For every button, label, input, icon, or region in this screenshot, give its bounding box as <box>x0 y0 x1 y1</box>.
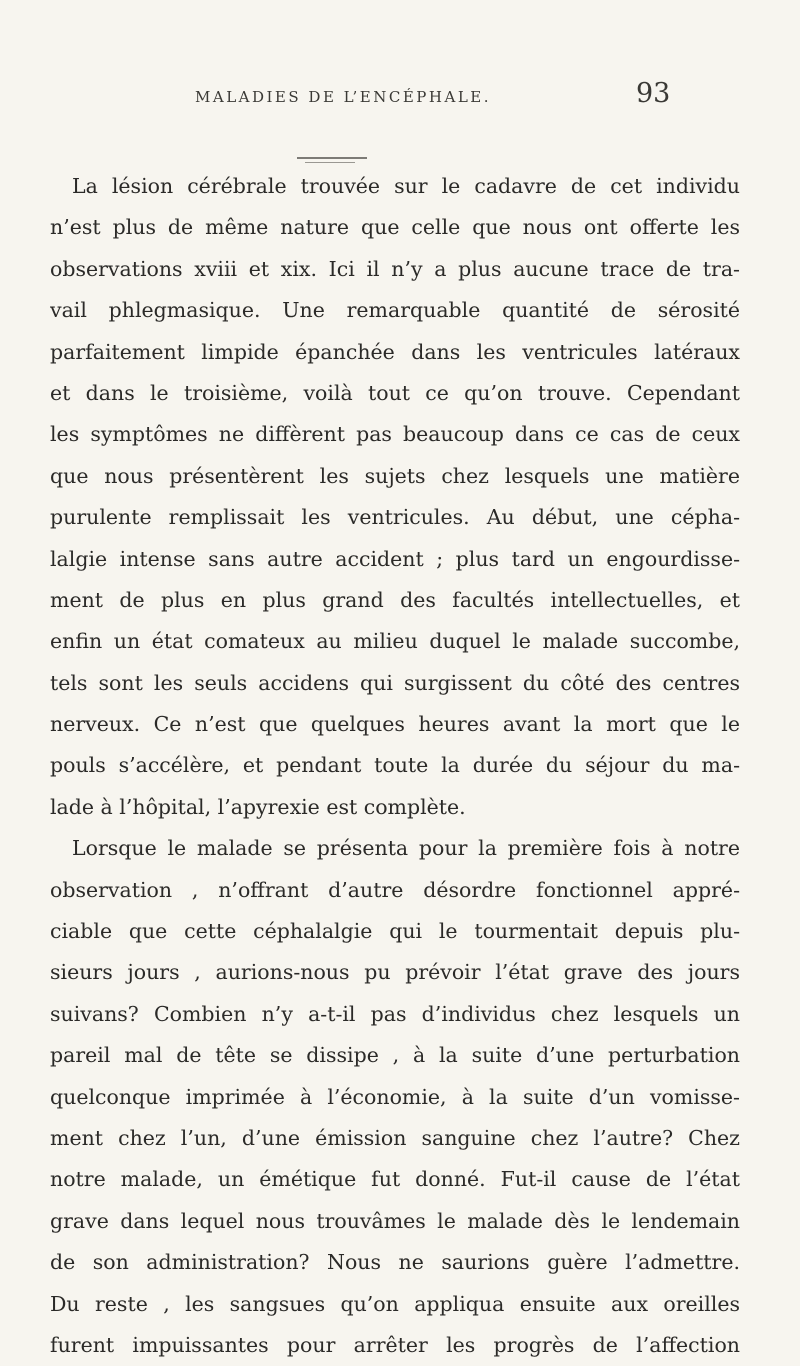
running-title: MALADIES DE L’ENCÉPHALE. <box>195 88 491 106</box>
text-line: observation , n’offrant d’autre désordre fonctionnel appré- <box>50 877 740 902</box>
body-text <box>50 166 740 1366</box>
text-line: pouls s’accélère, et pendant toute la durée du séjour du ma- <box>50 753 740 778</box>
text-line: grave dans lequel nous trouvâmes le malade dès le lendemain <box>50 1208 740 1233</box>
text-line: Lorsque le malade se présenta pour la première fois à notre <box>72 836 740 861</box>
text-line: Du reste , les sangsues qu’on appliqua ensuite aux oreilles <box>50 1291 740 1316</box>
text-line: furent impuissantes pour arrêter les progrès de l’affection <box>50 1332 740 1357</box>
text-line: suivans? Combien n’y a-t-il pas d’individus chez lesquels un <box>50 1001 740 1026</box>
text-line: ciable que cette céphalalgie qui le tourmentait depuis plu- <box>50 919 740 944</box>
text-line: La lésion cérébrale trouvée sur le cadavre de cet individu <box>72 174 740 198</box>
text-line: lalgie intense sans autre accident ; plus tard un engourdisse- <box>50 546 740 571</box>
section-rule <box>297 157 367 159</box>
text-line: quelconque imprimée à l’économie, à la suite d’un vomisse- <box>50 1084 740 1109</box>
text-line: enfin un état comateux au milieu duquel le malade succombe, <box>50 629 740 654</box>
text-line: les symptômes ne diffèrent pas beaucoup dans ce cas de ceux <box>50 422 740 447</box>
text-line: tels sont les seuls accidens qui surgissent du côté des centres <box>50 670 740 695</box>
text-line: ment chez l’un, d’une émission sanguine chez l’autre? Chez <box>50 1125 740 1150</box>
page-number: 93 <box>636 78 671 109</box>
text-line: observations xviii et xix. Ici il n’y a plus aucune trace de tra- <box>50 256 740 281</box>
text-line: notre malade, un émétique fut donné. Fut-il cause de l’état <box>50 1167 740 1192</box>
text-line: parfaitement limpide épanchée dans les ventricules latéraux <box>50 339 740 364</box>
text-line: purulente remplissait les ventricules. Au début, une cépha- <box>50 505 740 530</box>
text-line: de son administration? Nous ne saurions guère l’admettre. <box>50 1250 740 1275</box>
text-line: sieurs jours , aurions-nous pu prévoir l’état grave des jours <box>50 960 740 985</box>
text-line: nerveux. Ce n’est que quelques heures avant la mort que le <box>50 712 740 737</box>
text-line: n’est plus de même nature que celle que nous ont offerte les <box>50 215 740 240</box>
text-line: vail phlegmasique. Une remarquable quantité de sérosité <box>50 298 740 323</box>
text-line: et dans le troisième, voilà tout ce qu’on trouve. Cependant <box>50 380 740 405</box>
text-line: ment de plus en plus grand des facultés intellectuelles, et <box>50 587 740 612</box>
text-line: que nous présentèrent les sujets chez lesquels une matière <box>50 463 740 488</box>
text-line: lade à l’hôpital, l’apyrexie est complète. <box>50 794 466 819</box>
text-line: pareil mal de tête se dissipe , à la suite d’une perturbation <box>50 1043 740 1068</box>
